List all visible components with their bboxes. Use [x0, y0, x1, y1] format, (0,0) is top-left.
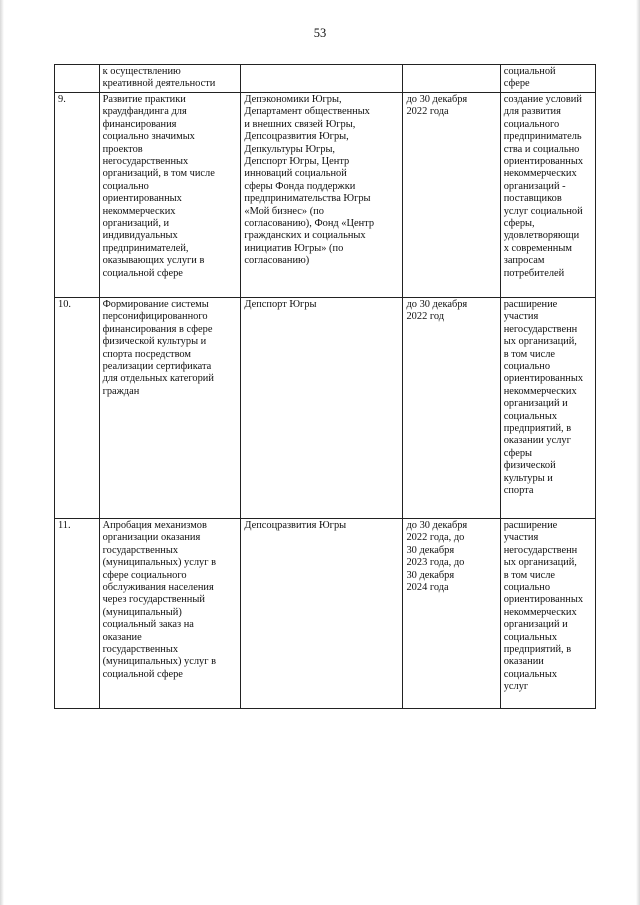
row-number-cell	[55, 65, 100, 93]
responsible-text: Депспорт Югры	[244, 299, 317, 310]
row-number: 10.	[58, 299, 71, 310]
term-cell	[403, 65, 500, 93]
activity-cell	[99, 298, 241, 519]
responsible-cell	[241, 298, 403, 519]
row-number: 11.	[58, 520, 71, 531]
scan-edge-right	[636, 0, 640, 905]
term-text: до 30 декабря 2022 года, до 30 декабря 2023 года, до 30 декабря 2024 года	[406, 520, 468, 594]
result-text: социальной сфере	[503, 66, 556, 90]
responsible-cell	[241, 519, 403, 709]
table-row	[55, 519, 596, 709]
activity-text: Апробация механизмов организации оказания государственных (муниципальных) услуг в сфере социального обслуживания населения через государственный (муниципальный) социальный заказ на оказание государственных (муниципальных) услуг в социальной сфере	[102, 520, 216, 680]
term-cell	[403, 519, 500, 709]
row-number-cell	[55, 298, 100, 519]
page-number: 53	[313, 26, 327, 40]
row-number: 9.	[58, 94, 66, 105]
result-text: создание условий для развития социального предприниматель ства и социально ориентированных некоммерческих организаций - поставщиков услуг социальной сферы, удовлетворяющи х современным запросам потребителей	[503, 94, 584, 279]
result-cell	[500, 93, 595, 298]
activity-text: к осуществлению креативной деятельности	[102, 66, 216, 90]
row-number-cell	[55, 519, 100, 709]
result-cell	[500, 519, 595, 709]
plan-table	[54, 64, 596, 709]
result-cell	[500, 65, 595, 93]
result-text: расширение участия негосударственн ых организаций, в том числе социально ориентированных некоммерческих организаций и социальных предприятий, в оказании услуг сферы физической культуры и спорта	[503, 299, 584, 497]
result-cell	[500, 298, 595, 519]
table-row	[55, 298, 596, 519]
row-number-cell	[55, 93, 100, 298]
term-text: до 30 декабря 2022 год	[406, 299, 468, 323]
term-cell	[403, 93, 500, 298]
activity-text: Развитие практики краудфандинга для финансирования социально значимых проектов негосударственных организаций, в том числе социально ориентированных некоммерческих организаций, и индивидуальных предпринимателей, оказывающих услуги в социальной сфере	[102, 94, 215, 279]
table-row	[55, 93, 596, 298]
table-row	[55, 65, 596, 93]
responsible-cell	[241, 93, 403, 298]
activity-text: Формирование системы персонифицированного финансирования в сфере физической культуры и спорта посредством реализации сертификата для отдельных категорий граждан	[102, 299, 214, 397]
responsible-cell	[241, 65, 403, 93]
result-text: расширение участия негосударственн ых организаций, в том числе социально ориентированных некоммерческих организаций и социальных предприятий, в оказании социальных услуг	[503, 520, 584, 693]
activity-cell	[99, 65, 241, 93]
scan-edge-left	[0, 0, 4, 905]
activity-cell	[99, 93, 241, 298]
term-text: до 30 декабря 2022 года	[406, 94, 468, 118]
responsible-text: Депсоцразвития Югры	[244, 520, 347, 531]
term-cell	[403, 298, 500, 519]
activity-cell	[99, 519, 241, 709]
responsible-text: Депэкономики Югры, Департамент общественных и внешних связей Югры, Депсоцразвития Югры, Депкультуры Югры, Депспорт Югры, Центр инноваций социальной сферы Фонда поддержки предпринимательства Югры «Мой бизнес» (по согласованию), Фонд «Центр гражданских и социальных инициатив Югры» (по согласованию)	[244, 94, 375, 267]
